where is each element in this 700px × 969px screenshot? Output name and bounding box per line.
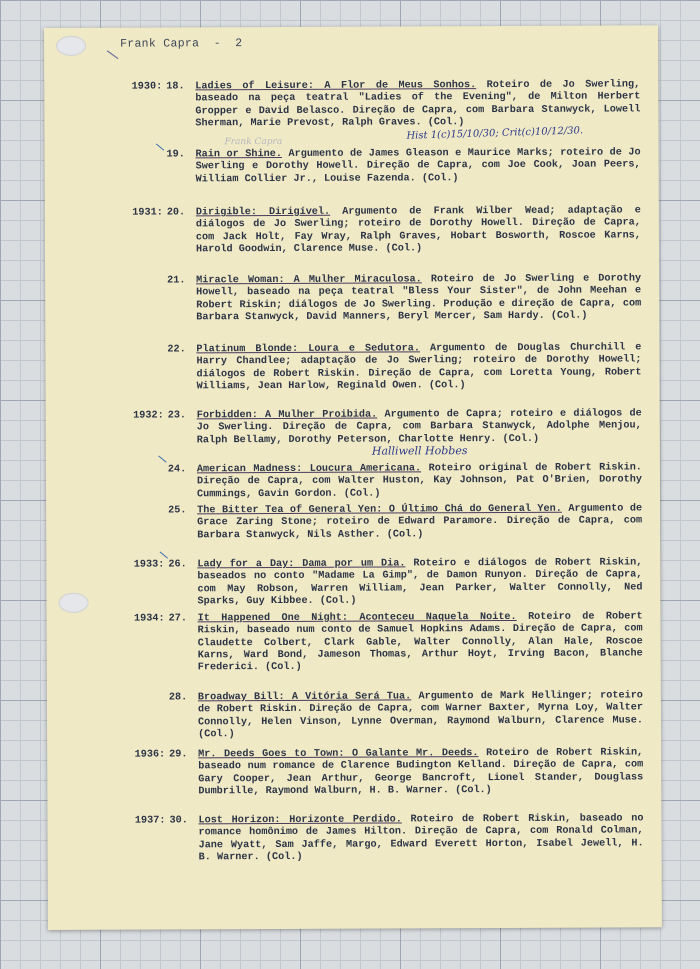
entry-title: Miracle Woman: A Mulher Miraculosa. xyxy=(196,274,422,287)
entry-text xyxy=(198,747,643,798)
filmography-entry xyxy=(122,557,643,608)
entry-title: Broadway Bill: A Vitória Será Tua. xyxy=(197,691,412,704)
entry-title: Ladies of Leisure: A Flor de Meus Sonhos. xyxy=(195,80,477,93)
entry-body: Argumento de Mark Hellinger; roteiro de Robert Riskin. Direção de Capra, com Warner Baxter, Myrna Loy, Walter Connolly, Helen Vinson, Lynne Overman, Raymond Walburn, Clarence Muse. (Col.) xyxy=(197,690,644,741)
entry-year: 1931: xyxy=(132,207,163,219)
blue-tick-mark xyxy=(158,456,167,463)
filmography-entry xyxy=(122,408,642,446)
blue-tick-mark xyxy=(156,144,165,151)
filmography-entry xyxy=(120,79,641,130)
handwritten-note: Hist 1(c)15/10/30; Crit(c)10/12/30. xyxy=(406,125,584,142)
entry-number: 23. xyxy=(167,410,187,422)
entry-body: Roteiro e diálogos de Robert Riskin, baseados no conto "Madame La Gimp", de Damon Runyon. Direção de Capra, com May Robson, Warren William, Jean Parker, Walter Connolly, Ned Sparks, Guy Kibbee. (Col.) xyxy=(197,557,643,608)
document-page xyxy=(44,25,662,930)
entry-title: Platinum Blonde: Loura e Sedutora. xyxy=(196,343,421,356)
entry-text xyxy=(196,205,641,256)
entry-number: 24. xyxy=(167,464,187,476)
entry-number: 25. xyxy=(168,505,187,517)
page-header: Frank Capra - 2 xyxy=(120,37,243,51)
entry-number: 18. xyxy=(166,81,185,93)
entry-title: It Happened One Night: Aconteceu Naquela Noite. xyxy=(197,611,517,625)
entry-number: 26. xyxy=(168,559,187,571)
entry-title: Mr. Deeds Goes to Town: O Galante Mr. Deeds. xyxy=(198,748,479,761)
entry-text xyxy=(196,342,641,393)
filmography-entry xyxy=(121,205,641,256)
entry-body: Roteiro de Jo Swerling, baseado na peça teatral "Ladies of the Evening", de Milton Herbert Gropper e David Belasco. Direção de Capra, com Barbara Stanwyck, Lowell Sherman, Marie Prevost, Ralph Graves. (Col.) xyxy=(195,79,641,130)
filmography-entry xyxy=(123,813,644,864)
entry-year: 1932: xyxy=(133,410,164,422)
entry-title: The Bitter Tea of General Yen: O Último Chá do General Yen. xyxy=(197,503,562,517)
entry-text xyxy=(198,690,643,741)
entry-number: 27. xyxy=(168,613,187,625)
entry-text xyxy=(197,408,642,447)
filmography-entry xyxy=(121,273,642,324)
entry-text xyxy=(198,813,643,864)
entry-title: Lady for a Day: Dama por um Dia. xyxy=(197,558,406,571)
entry-number: 19. xyxy=(166,149,185,161)
handwritten-faint-note: Frank Capra xyxy=(224,136,283,148)
entry-number: 22. xyxy=(167,344,186,356)
filmography-entry xyxy=(121,342,642,393)
entry-text xyxy=(197,557,642,608)
entry-title: Forbidden: A Mulher Proibida. xyxy=(196,409,378,422)
handwritten-note: Halliwell Hobbes xyxy=(371,444,468,458)
entry-year: 1930: xyxy=(131,81,163,93)
entry-year: 1934: xyxy=(133,613,165,625)
filmography-entry xyxy=(121,147,641,185)
entry-text xyxy=(196,273,641,324)
entry-year: 1936: xyxy=(134,749,166,761)
entry-body: Argumento de Capra; roteiro e diálogos de Jo Swerling. Direção de Capra, com Barbara Stanwyck, Adolphe Menjou, Ralph Bellamy, Dorothy Peterson, Charlotte Henry. (Col.) xyxy=(196,408,642,446)
entry-body: Roteiro de Jo Swerling e Dorothy Howell, baseado na peça teatral "Bless Your Sister", de John Meehan e Robert Riskin; diálogos de Jo Swerling. Produção e direção de Capra, com Barbara Stanwyck, David Manners, Beryl Mercer, Sam Hardy. (Col.) xyxy=(196,273,642,324)
entry-title: Dirigible: Dirigível. xyxy=(195,206,331,219)
entry-body: Argumento de James Gleason e Maurice Marks; roteiro de Jo Swerling e Dorothy Howell. Direção de Capra, com Joe Cook, Joan Peers, William Collier Jr., Louise Fazenda. (Col.) xyxy=(195,147,641,185)
entry-number: 28. xyxy=(168,692,188,704)
entry-text xyxy=(198,611,643,674)
punch-hole-bottom xyxy=(58,593,88,613)
filmography-entry xyxy=(122,503,643,541)
entry-number: 30. xyxy=(169,815,188,827)
entry-title: American Madness: Loucura Americana. xyxy=(196,463,422,476)
entry-text xyxy=(197,503,642,542)
entry-text xyxy=(196,147,641,186)
filmography-entry xyxy=(123,611,643,674)
filmography-entry xyxy=(122,462,643,500)
entry-year: 1933: xyxy=(133,559,165,571)
entry-title: Rain or Shine. xyxy=(195,148,282,161)
entry-number: 29. xyxy=(169,749,188,761)
entry-text xyxy=(195,79,640,130)
pencil-tick-mark xyxy=(106,50,120,60)
filmography-entry xyxy=(123,747,644,798)
entry-number: 20. xyxy=(166,207,186,219)
entry-text xyxy=(197,462,642,501)
entry-body: Roteiro de Robert Riskin, baseado num conto de Samuel Hopkins Adams. Direção de Capra, com Claudette Colbert, Clark Gable, Walter Connolly, Alan Hale, Roscoe Karns, Ward Bond, Jameson Thomas, Arthur Hoyt, Irving Bacon, Blanche Frederici. (Col.) xyxy=(197,611,643,674)
entry-number: 21. xyxy=(167,275,186,287)
entry-body: Roteiro original de Robert Riskin. Direção de Capra, com Walter Huston, Kay Johnson, Pat O'Brien, Dorothy Cummings, Gavin Gordon. (Col.) xyxy=(196,462,643,500)
entry-title: Lost Horizon: Horizonte Perdido. xyxy=(198,814,402,827)
entry-body: Roteiro de Robert Riskin, baseado no romance homônimo de James Hilton. Direção de Capra, com Ronald Colman, Jane Wyatt, Sam Jaffe, Margo, Edward Everett Horton, Isabel Jewell, H. B. Warner. (Col.) xyxy=(198,813,644,864)
punch-hole-top xyxy=(56,36,86,56)
entry-body: Argumento de Frank Wilber Wead; adaptação e diálogos de Jo Swerling; roteiro de Dorothy Howell. Direção de Capra, com Jack Holt, Fay Wray, Ralph Graves, Hobart Bosworth, Roscoe Karns, Harold Goodwin, Clarence Muse. (Col.) xyxy=(195,205,641,256)
blue-tick-mark xyxy=(159,551,168,558)
entry-body: Argumento de Douglas Churchill e Harry Chandlee; adaptação de Jo Swerling; roteiro de Dorothy Howell; diálogos de Robert Riskin. Direção de Capra, com Loretta Young, Robert Williams, Jean Harlow, Reginald Owen. (Col.) xyxy=(196,342,642,393)
entry-body: Roteiro de Robert Riskin, baseado num romance de Clarence Budington Kelland. Direção de Capra, com Gary Cooper, Jean Arthur, George Bancroft, Lionel Stander, Douglass Dumbrille, Raymond Walburn, H. B. Warner. (Col.) xyxy=(198,747,644,798)
filmography-entry xyxy=(123,690,644,741)
entry-year: 1937: xyxy=(134,815,166,827)
entry-body: Argumento de Grace Zaring Stone; roteiro de Edward Paramore. Direção de Capra, com Barbara Stanwyck, Nils Asther. (Col.) xyxy=(197,503,643,541)
